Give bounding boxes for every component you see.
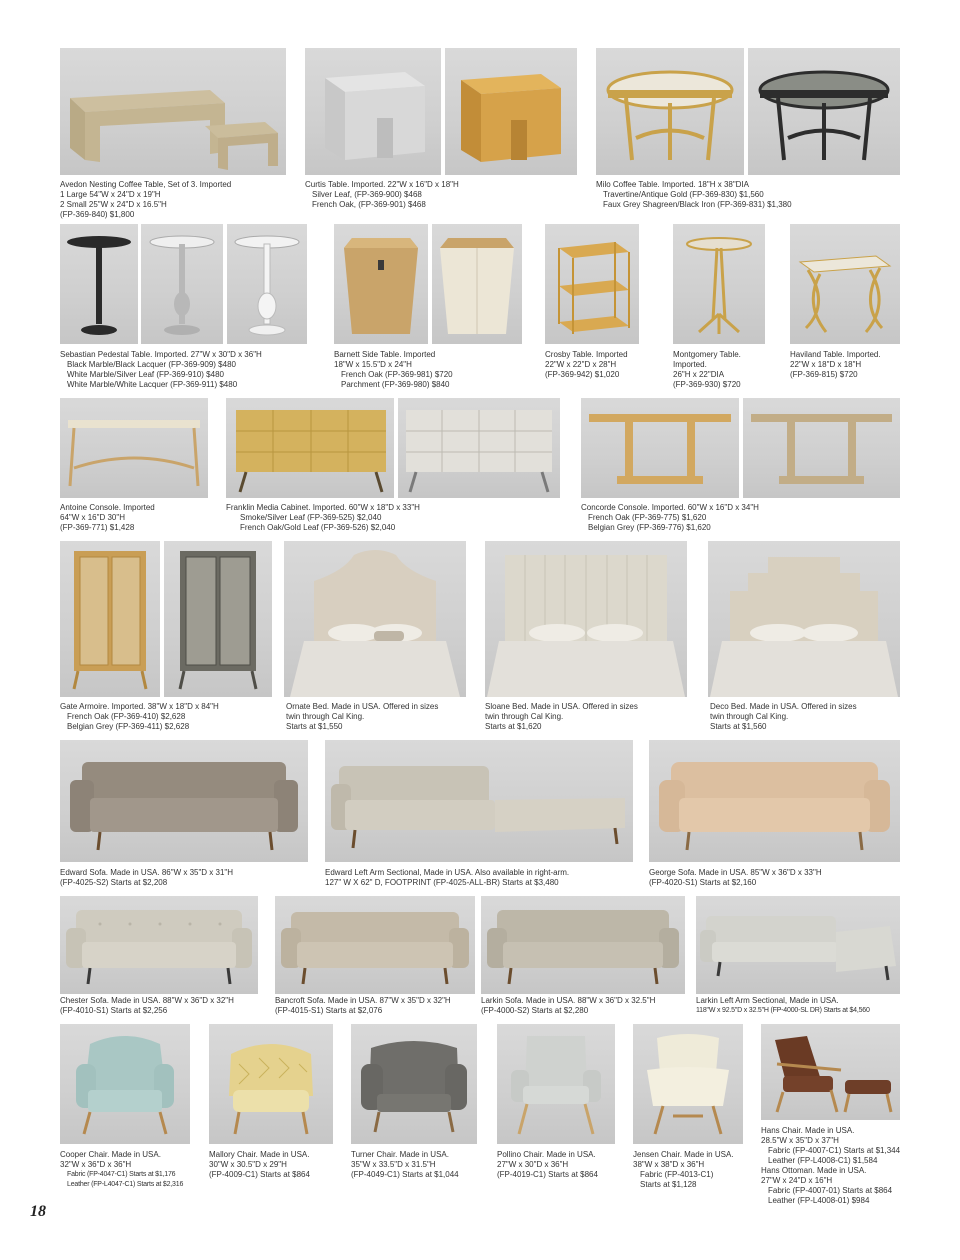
caption-line: Imported. — [673, 360, 707, 369]
edward-photo — [60, 740, 308, 862]
caption-line: Black Marble/Black Lacquer (FP-369-909) $480 — [67, 360, 236, 369]
caption-line: Starts at $1,128 — [640, 1180, 697, 1189]
sectional-larkin-icon — [696, 896, 900, 994]
caption-line: Edward Left Arm Sectional, Made in USA. Also available in right-arm. — [325, 868, 570, 877]
console-oak-icon — [581, 398, 739, 498]
montgomery-photo — [673, 224, 765, 344]
caption-line: Starts at $1,550 — [286, 722, 343, 731]
avedon-photo — [60, 48, 286, 175]
chair-light-icon — [497, 1024, 615, 1144]
caption-line: (FP-369-815) $720 — [790, 370, 858, 379]
caption-line: Travertine/Antique Gold (FP-369-830) $1,560 — [603, 190, 764, 199]
caption-line: 2 Small 25"W x 24"D x 16.5"H — [60, 200, 167, 209]
turner-photo — [351, 1024, 477, 1144]
caption-line: Starts at $1,560 — [710, 722, 767, 731]
caption-line: (FP-369-930) $720 — [673, 380, 741, 389]
caption-line: Sloane Bed. Made in USA. Offered in sizes — [485, 702, 638, 711]
gate-photo-grey — [164, 541, 272, 697]
caption-line: Pollino Chair. Made in USA. — [497, 1150, 596, 1159]
tiered-side-table-icon — [545, 224, 639, 344]
caption-line: (FP-4019-C1) Starts at $864 — [497, 1170, 598, 1179]
caption-line: Hans Chair. Made in USA. — [761, 1126, 855, 1135]
caption-line: Concorde Console. Imported. 60"W x 16"D x 34"H — [581, 503, 759, 512]
caption-line: Chester Sofa. Made in USA. 88"W x 36"D x 32"H — [60, 996, 234, 1005]
caption-line: (FP-369-840) $1,800 — [60, 210, 135, 219]
caption-line: (FP-4020-S1) Starts at $2,160 — [649, 878, 757, 887]
sofa-tufted-icon — [60, 896, 258, 994]
caption-line: Belgian Grey (FP-369-776) $1,620 — [588, 523, 711, 532]
caption-line: 26"H x 22"DIA — [673, 370, 725, 379]
caption-line: 22"W x 22"D x 28"H — [545, 360, 617, 369]
caption-line: 32"W x 36"D x 36"H — [60, 1160, 132, 1169]
caption-line: Leather (FP-L4008-01) $984 — [768, 1196, 870, 1205]
caption-line: 1 Large 54"W x 24"D x 19"H — [60, 190, 161, 199]
caption-line: Smoke/Silver Leaf (FP-369-525) $2,040 — [240, 513, 382, 522]
media-cabinet-silver-icon — [398, 398, 560, 498]
bed-ornate-icon — [284, 541, 466, 697]
caption-line: twin through Cal King. — [286, 712, 365, 721]
cube-table-silver-icon — [305, 48, 441, 175]
pedestal-table-silver-icon — [141, 224, 223, 344]
caption-line: White Marble/Silver Leaf (FP-369-910) $480 — [67, 370, 224, 379]
caption-line: Milo Coffee Table. Imported. 18"H x 38"DIA — [596, 180, 750, 189]
chair-leather-ottoman-icon — [761, 1024, 900, 1120]
media-cabinet-gold-icon — [226, 398, 394, 498]
chair-pattern-icon — [209, 1024, 333, 1144]
sofa-tan-icon — [649, 740, 900, 862]
caption-line: Gate Armoire. Imported. 38"W x 18"D x 84"H — [60, 702, 219, 711]
caption-line: French Oak/Gold Leaf (FP-369-526) $2,040 — [240, 523, 396, 532]
caption-line: Bancroft Sofa. Made in USA. 87"W x 35"D x 32"H — [275, 996, 451, 1005]
caption-line: Deco Bed. Made in USA. Offered in sizes — [710, 702, 857, 711]
console-table-icon — [60, 398, 208, 498]
caption-line: (FP-4025-S2) Starts at $2,208 — [60, 878, 168, 887]
chair-cream-icon — [633, 1024, 743, 1144]
caption-line: Jensen Chair. Made in USA. — [633, 1150, 734, 1159]
caption-line: 118"W x 92.5"D x 32.5"H (FP-4000-SL DR) Starts at $4,560 — [696, 1007, 870, 1014]
caption-line: 30"W x 30.5"D x 29"H — [209, 1160, 287, 1169]
x-base-table-icon — [790, 224, 900, 344]
caption-line: (FP-4049-C1) Starts at $1,044 — [351, 1170, 459, 1179]
caption-line: Montgomery Table. — [673, 350, 741, 359]
caption-line: Fabric (FP-4007-01) Starts at $864 — [768, 1186, 893, 1195]
caption-line: Cooper Chair. Made in USA. — [60, 1150, 161, 1159]
caption-line: White Marble/White Lacquer (FP-369-911) $480 — [67, 380, 238, 389]
haviland-photo — [790, 224, 900, 344]
caption-line: Leather (FP-L4047-C1) Starts at $2,316 — [67, 1181, 184, 1188]
caption-line: French Oak, (FP-369-901) $468 — [312, 200, 426, 209]
mallory-photo — [209, 1024, 333, 1144]
concorde-photo-grey — [743, 398, 900, 498]
edward-sectional-photo — [325, 740, 633, 862]
caption-line: Crosby Table. Imported — [545, 350, 628, 359]
larkin-sectional-photo — [696, 896, 900, 994]
cooper-photo — [60, 1024, 190, 1144]
caption-line: Leather (FP-L4008-C1) $1,584 — [768, 1156, 878, 1165]
caption-line: Starts at $1,620 — [485, 722, 542, 731]
ornate-photo — [284, 541, 466, 697]
bed-deco-icon — [708, 541, 900, 697]
cube-table-oak-icon — [445, 48, 577, 175]
caption-line: Faux Grey Shagreen/Black Iron (FP-369-831) $1,380 — [603, 200, 792, 209]
hex-side-table-oak-icon — [334, 224, 428, 344]
caption-line: 35"W x 33.5"D x 31.5"H — [351, 1160, 436, 1169]
caption-line: Fabric (FP-4013-C1) — [640, 1170, 714, 1179]
caption-line: 127" W X 62" D, FOOTPRINT (FP-4025-ALL-BR) Starts at $3,480 — [325, 878, 559, 887]
bancroft-photo — [275, 896, 475, 994]
round-side-table-icon — [673, 224, 765, 344]
concorde-photo-oak — [581, 398, 739, 498]
caption-line: (FP-4010-S1) Starts at $2,256 — [60, 1006, 168, 1015]
george-photo — [649, 740, 900, 862]
pollino-photo — [497, 1024, 615, 1144]
hex-side-table-parchment-icon — [432, 224, 522, 344]
antoine-photo — [60, 398, 208, 498]
caption-line: Avedon Nesting Coffee Table, Set of 3. Imported — [60, 180, 232, 189]
franklin-photo-silver — [398, 398, 560, 498]
jensen-photo — [633, 1024, 743, 1144]
sofa-bancroft-icon — [275, 896, 475, 994]
wing-chair-icon — [60, 1024, 190, 1144]
caption-line: Ornate Bed. Made in USA. Offered in sizes — [286, 702, 439, 711]
caption-line: Antoine Console. Imported — [60, 503, 155, 512]
chester-photo — [60, 896, 258, 994]
caption-line: George Sofa. Made in USA. 85"W x 36"D x 33"H — [649, 868, 822, 877]
barnett-photo-parchment — [432, 224, 522, 344]
caption-line: (FP-369-942) $1,020 — [545, 370, 620, 379]
pedestal-table-black-icon — [60, 224, 138, 344]
caption-line: 38"W x 38"D x 36"H — [633, 1160, 705, 1169]
caption-line: 27"W x 30"D x 36"H — [497, 1160, 569, 1169]
sebastian-photo-black — [60, 224, 138, 344]
caption-line: French Oak (FP-369-981) $720 — [341, 370, 453, 379]
caption-line: 22"W x 18"D x 18"H — [790, 360, 862, 369]
caption-line: Mallory Chair. Made in USA. — [209, 1150, 310, 1159]
sofa-icon — [60, 740, 308, 862]
milo-photo-travertine — [596, 48, 744, 175]
curtis-photo-silver — [305, 48, 441, 175]
caption-line: 18"W x 15.5"D x 24"H — [334, 360, 412, 369]
sectional-icon — [325, 740, 633, 862]
caption-line: twin through Cal King. — [710, 712, 789, 721]
caption-line: Fabric (FP-4007-C1) Starts at $1,344 — [768, 1146, 901, 1155]
caption-line: Larkin Sofa. Made in USA. 88"W x 36"D x 32.5"H — [481, 996, 656, 1005]
armoire-oak-icon — [60, 541, 160, 697]
caption-line: (FP-4000-S2) Starts at $2,280 — [481, 1006, 589, 1015]
caption-line: 28.5"W x 35"D x 37"H — [761, 1136, 839, 1145]
caption-line: (FP-4015-S1) Starts at $2,076 — [275, 1006, 383, 1015]
caption-line: 27"W x 24"D x 16"H — [761, 1176, 833, 1185]
caption-line: twin through Cal King. — [485, 712, 564, 721]
armoire-grey-icon — [164, 541, 272, 697]
caption-line: Barnett Side Table. Imported — [334, 350, 436, 359]
caption-line: French Oak (FP-369-410) $2,628 — [67, 712, 186, 721]
milo-photo-shagreen — [748, 48, 900, 175]
page-number: 18 — [30, 1203, 46, 1220]
caption-line: (FP-369-771) $1,428 — [60, 523, 135, 532]
chair-grey-icon — [351, 1024, 477, 1144]
caption-line: Turner Chair. Made in USA. — [351, 1150, 449, 1159]
hans-photo — [761, 1024, 900, 1120]
barnett-photo-oak — [334, 224, 428, 344]
deco-photo — [708, 541, 900, 697]
round-coffee-table-dark-icon — [748, 48, 900, 175]
caption-line: Larkin Left Arm Sectional, Made in USA. — [696, 996, 839, 1005]
round-coffee-table-icon — [596, 48, 744, 175]
caption-line: Hans Ottoman. Made in USA. — [761, 1166, 867, 1175]
curtis-photo-oak — [445, 48, 577, 175]
sebastian-photo-white — [227, 224, 307, 344]
crosby-photo — [545, 224, 639, 344]
caption-line: Edward Sofa. Made in USA. 86"W x 35"D x 31"H — [60, 868, 234, 877]
caption-line: Belgian Grey (FP-369-411) $2,628 — [67, 722, 190, 731]
bed-channel-icon — [485, 541, 687, 697]
caption-line: 64"W x 16"D 30"H — [60, 513, 125, 522]
sofa-larkin-icon — [481, 896, 685, 994]
caption-line: Franklin Media Cabinet. Imported. 60"W x 18"D x 33"H — [226, 503, 420, 512]
nesting-table-icon — [60, 48, 286, 175]
larkin-photo — [481, 896, 685, 994]
caption-line: Silver Leaf, (FP-369-900) $468 — [312, 190, 422, 199]
caption-line: Fabric (FP-4047-C1) Starts at $1,176 — [67, 1171, 176, 1178]
sebastian-photo-silver — [141, 224, 223, 344]
sloane-photo — [485, 541, 687, 697]
caption-line: Curtis Table. Imported. 22"W x 16"D x 18"H — [305, 180, 459, 189]
gate-photo-oak — [60, 541, 160, 697]
caption-line: French Oak (FP-369-775) $1,620 — [588, 513, 707, 522]
caption-line: Parchment (FP-369-980) $840 — [341, 380, 450, 389]
caption-line: Haviland Table. Imported. — [790, 350, 881, 359]
caption-line: Sebastian Pedestal Table. Imported. 27"W x 30"D x 36"H — [60, 350, 262, 359]
pedestal-table-white-icon — [227, 224, 307, 344]
console-grey-icon — [743, 398, 900, 498]
franklin-photo-gold — [226, 398, 394, 498]
caption-line: (FP-4009-C1) Starts at $864 — [209, 1170, 310, 1179]
